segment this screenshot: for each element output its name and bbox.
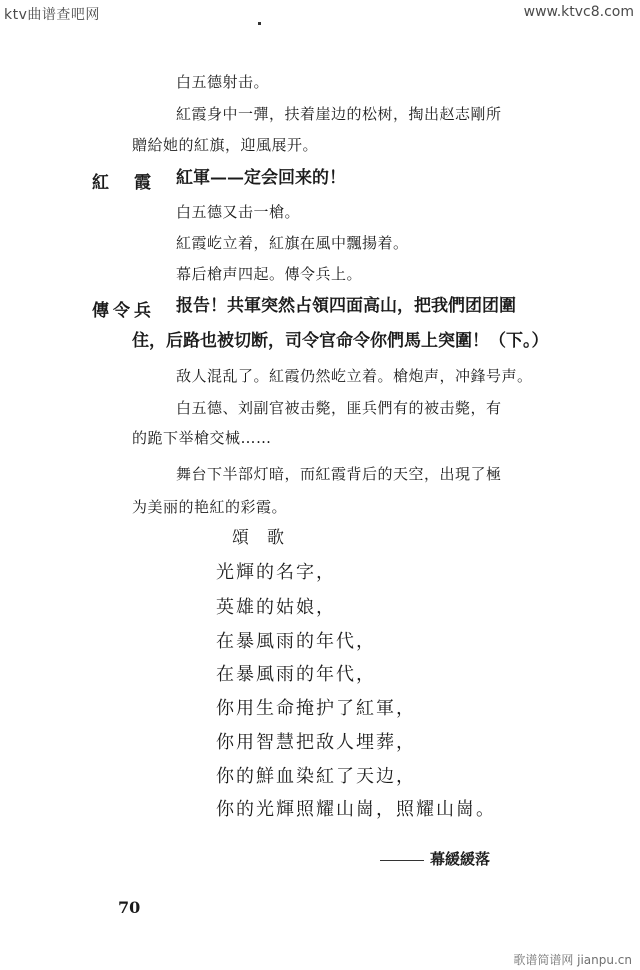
curtain-falls — [380, 849, 490, 869]
verse-line: 你的光輝照耀山崗，照耀山崗。 — [216, 799, 496, 820]
stage-direction-3: 白五德又击一槍。 — [176, 203, 301, 221]
speech-hongxia: 紅軍——定会回来的！ — [176, 168, 346, 188]
watermark-top-left: ktv曲谱查吧网 — [4, 7, 100, 23]
verse-line: 你的鮮血染紅了天边， — [216, 766, 416, 787]
em-dash — [380, 860, 424, 861]
stage-direction-5: 幕后槍声四起。傳令兵上。 — [176, 265, 363, 283]
stage-direction-2a: 紅霞身中一彈，扶着崖边的松树，掏出赵志剛所 — [176, 105, 502, 123]
stage-direction-6: 敌人混乱了。紅霞仍然屹立着。槍炮声，冲鋒号声。 — [176, 367, 533, 385]
verse-line: 光輝的名字， — [216, 562, 336, 583]
verse-line: 你用生命掩护了紅軍， — [216, 698, 416, 719]
print-speck — [258, 22, 261, 25]
song-title: 頌歌 — [232, 528, 302, 548]
stage-direction-8b: 为美丽的艳紅的彩霞。 — [132, 498, 288, 516]
speech-messenger-line-2: 住，后路也被切断，司令官命令你們馬上突圍！（下。） — [132, 331, 549, 351]
verse-line: 在暴風雨的年代， — [216, 631, 376, 652]
stage-direction-4: 紅霞屹立着，紅旗在風中飄揚着。 — [176, 234, 409, 252]
speech-messenger-line-1: 报告！共軍突然占領四面高山，把我們团团圍 — [176, 296, 516, 316]
stage-direction-7b: 的跪下举槍交械…… — [132, 429, 272, 447]
watermark-top-right: www.ktvc8.com — [523, 4, 634, 20]
speaker-messenger: 傳令兵 — [92, 301, 155, 321]
stage-direction-7a: 白五德、刘副官被击斃，匪兵們有的被击斃，有 — [176, 399, 502, 417]
watermark-bottom-right: 歌谱简谱网 jianpu.cn — [513, 953, 632, 967]
verse-line: 你用智慧把敌人埋葬， — [216, 732, 416, 753]
speaker-hongxia: 紅 霞 — [92, 173, 155, 193]
stage-direction-2b: 贈給她的紅旗，迎風展开。 — [132, 136, 319, 154]
page-number: 70 — [118, 898, 141, 917]
verse-line: 英雄的姑娘， — [216, 597, 336, 618]
verse-line: 在暴風雨的年代， — [216, 664, 376, 685]
stage-direction-1: 白五德射击。 — [176, 73, 270, 91]
curtain-text: 幕緩緩落 — [430, 850, 491, 868]
stage-direction-8a: 舞台下半部灯暗，而紅霞背后的天空，出現了極 — [176, 465, 502, 483]
